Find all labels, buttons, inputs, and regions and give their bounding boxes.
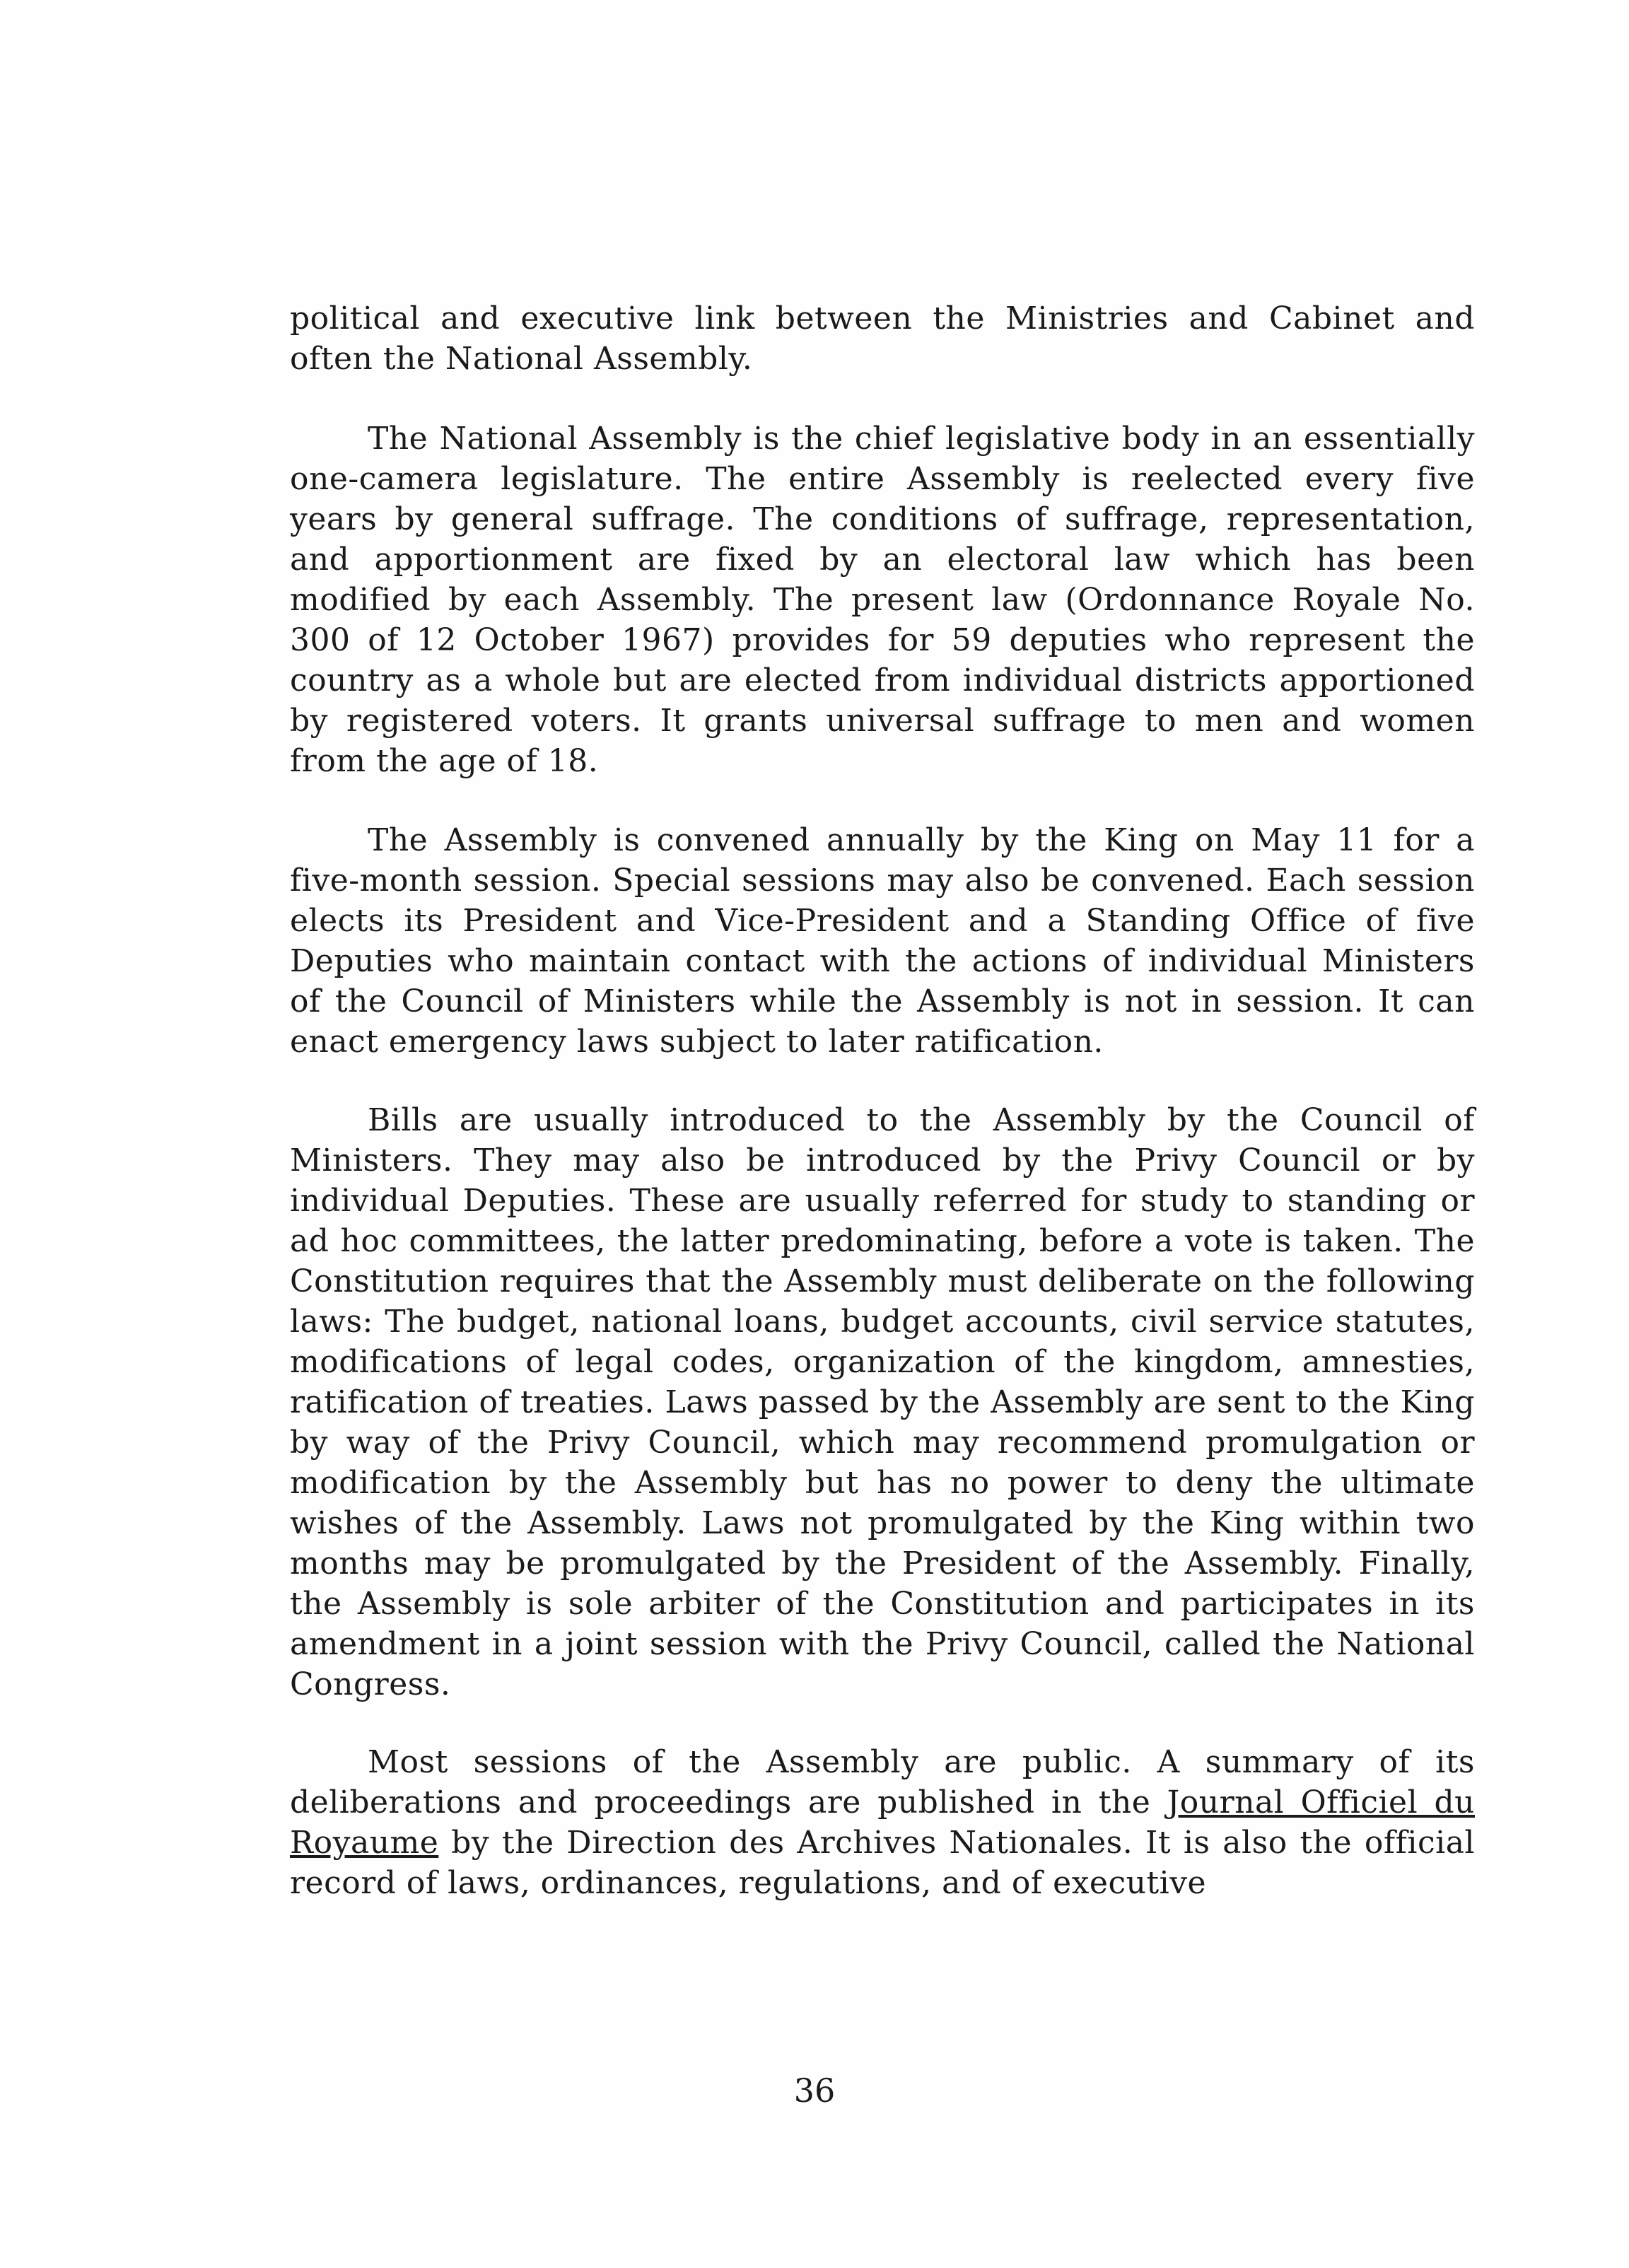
paragraph-text: The Assembly is convened annually by the King on May 11 for a five-month session. Special sessions may also be convened. Each session elects its President and Vice-President and a Standing Office of five Deputies who maintain contact with the actions of individual Ministers of the Council of Ministers while the Assembly is not in session. It can enact emergency laws subject to later ratification. bbox=[290, 822, 1475, 1060]
paragraph-text: Bills are usually introduced to the Assembly by the Council of Ministers. They may also be introduced by the Privy Council or by individual Deputies. These are usually referred for study to standing or ad hoc committees, the latter predominating, before a vote is taken. The Constitution requires that the Assembly must deliberate on the following laws: The budget, national loans, budget accounts, civil service statutes, modifications of legal codes, organization of the kingdom, amnesties, ratification of treaties. Laws passed by the Assembly are sent to the King by way of the Privy Council, which may recommend promulgation or modification by the Assembly but has no power to deny the ultimate wishes of the Assembly. Laws not promulgated by the King within two months may be promulgated by the President of the Assembly. Finally, the Assembly is sole arbiter of the Constitution and participates in its amendment in a joint session with the Privy Council, called the National Congress. bbox=[290, 1102, 1475, 1702]
paragraph-text: The National Assembly is the chief legislative body in an essentially one-camera legislature. The entire Assembly is reelected every five years by general suffrage. The conditions of suffrage, representation, and apportionment are fixed by an electoral law which has been modified by each Assembly. The present law (Ordonnance Royale No. 300 of 12 October 1967) provides for 59 deputies who represent the country as a whole but are elected from individual districts apportioned by registered voters. It grants universal suffrage to men and women from the age of 18. bbox=[290, 421, 1475, 779]
paragraph-bills bbox=[290, 1100, 1475, 1705]
paragraph-national-assembly bbox=[290, 419, 1475, 781]
paragraph-text-after: by the Direction des Archives Nationales. It is also the official record of laws, ordinances, regulations, and of executive bbox=[290, 1825, 1475, 1901]
paragraph-text-before: Most sessions of the Assembly are public. A summary of its deliberations and proceedings are published in the bbox=[290, 1744, 1475, 1820]
page-number: 36 bbox=[793, 2071, 836, 2110]
paragraph-text: political and executive link between the Ministries and Cabinet and often the National Assembly. bbox=[290, 300, 1475, 377]
journal-title: Journal Officiel du Royaume bbox=[290, 1784, 1475, 1861]
paragraph-assembly-sessions bbox=[290, 820, 1475, 1062]
paragraph-continuation bbox=[290, 298, 1475, 379]
paragraph-public-sessions bbox=[290, 1742, 1475, 1903]
